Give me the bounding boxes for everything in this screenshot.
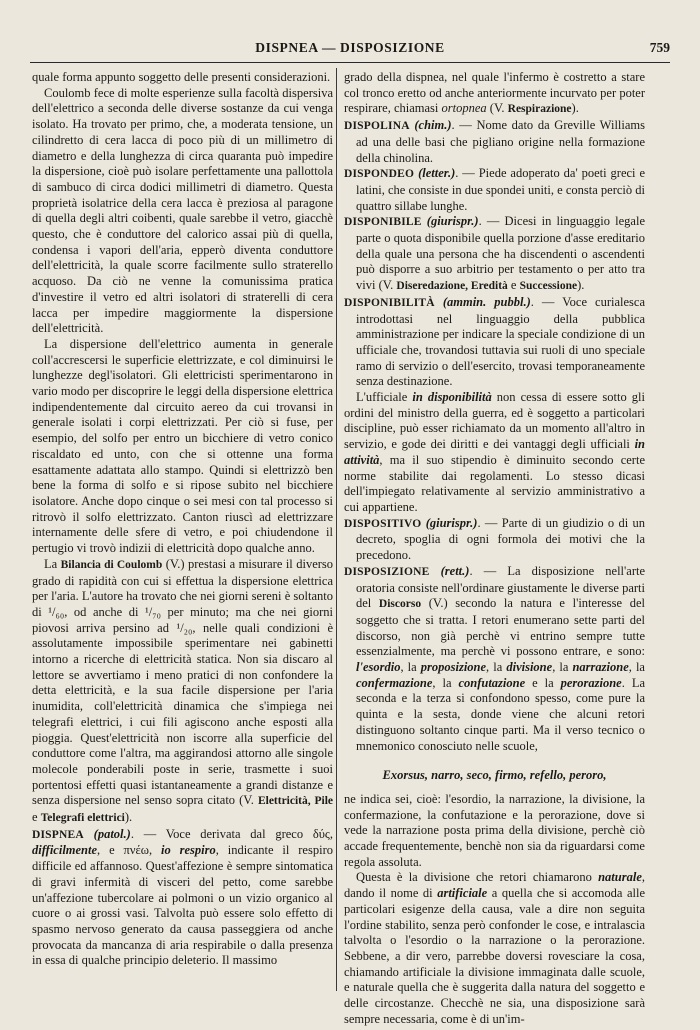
text: . — Voce derivata dal greco δύς, [130,826,333,841]
text: . — Piede adoperato da' poeti greci e latini, che consiste in due spondei uniti, e consta perciò di quattro sillabe lunghe. [356,166,646,213]
text: , la [486,660,507,675]
subject-label: (rett.) [440,563,470,578]
subject-label: (letter.) [418,166,456,181]
running-title: DISPNEA — DISPOSIZIONE [255,40,445,55]
text: Questa è la divisione che retori chiamarono [356,870,599,885]
text: , dando il nome di [344,870,645,901]
text: . — Dicesi in linguaggio legale parte o quota disponibile quella porzione d'asse ereditario della quale una persona che ha discendenti o ascendenti può disporre a suo arbitrio per testamento o per atto tra vivi (V. [356,214,645,293]
text: a quella che si accomoda alle particolari esigenze della causa, vale a dire non seguita l'ordine stabilito, senza però confonder le cose, e intralascia talvolta o l'esordio o la narrazione o la perorazione. Sebbene, a dir vero, parrebbe doversi rovesciare la cosa, chiamando artificiale la divisione immaginata dalle scuole, e naturale quella che è suggerita dalla natura del soggetto e delle circostanze. Checchè ne sia, una disposizione sarà sempre necessaria, come è di un'im- [344,886,645,1026]
text: , e πνέω, [97,843,161,858]
text: e la [525,675,561,690]
headword: DISPOLINA [344,120,410,133]
entry-dispositivo [344,516,645,564]
text: . — Voce curialesca introdottasi nel linguaggio della pubblica amministrazione per indicare la speciale condizione di un ufficiale che, trovandosi tuttavia sui ruoli di uno speciale ramo di servizio o dell'esercito, trovasi temporaneamente senza destinazione. [356,294,646,389]
cross-reference: Bilancia di Coulomb [60,558,163,571]
text: (V.) prestasi a misurare il diverso grado di rapidità con cui si effettua la dispersione elettrica per l'aria. L'autore ha trovato che nei giorni sereni è soltanto di ¹/₆₀, od anche di ¹/₇₀ per minuto; ma che nei giorni piovosi arriva persino ad ¹/₂₀, nelle quali condizioni è assolutamente impossibile sperimentare nei gabinetti intorno a ricerche di elettricità statica. Non sia discaro al lettore se avvertiamo i meno pratici di non confondere la detta elettricità, e la sua facile dispersione per l'aria inumidita, coll'elettricità dinamica che s'impiega nei telegrafi elettrici, i cui fili agiscono anche esposti alla pioggia. Quest'elettricità non iscorre alla superficie del conduttore come l'altra, ma aggirandosi attorno alle singole molecole ponderabili poste in serie, trasmette i suoi portentosi effetti quasi istantaneamente a grandi distanze e senza dispersione nel senso sopra citato (V. [32,556,334,808]
text: , la [400,660,421,675]
page-number: 759 [649,40,670,55]
text: ). [124,810,133,825]
headword: DISPOSITIVO [344,517,422,530]
text: , la [432,675,459,690]
italic-text: difficilmente [32,843,98,858]
text: . — Nome dato da Greville Williams ad una delle basi che pigliano origine nella formazione della chinolina. [356,118,645,165]
italic-text: in attività [344,437,645,467]
text: non cessa di essere sotto gli ordini del ministro della guerra, ed è soggetto a particolari discipline, può esser richiamato da un momento all'altro in servizio, e gode dei diritti e dei vantaggi degli ufficiali [344,390,645,452]
text: e [32,810,41,825]
entry-dispondeo [344,166,645,214]
entry-disposizione [344,564,645,754]
text: . — Parte di un giudizio o di un decreto, spoglia di ogni formola dei motivi che la precedono. [356,515,645,563]
cross-reference: Discorso [378,598,422,611]
italic-text: proposizione [420,660,487,675]
text: . — La disposizione nell'arte oratoria consiste nell'ordinare giustamente le diverse parti del [356,563,646,611]
paragraph [344,390,645,516]
italic-text: divisione [506,660,553,675]
paragraph: Coulomb fece di molte esperienze sulla facoltà dispersiva dell'elettrico a seconda delle diverse sostanze da cui venga isolato. Ha trovato per primo, che, a moderata tensione, un cilindretto di cera lacca di poco più di un millimetro di diametro e della lunghezza di circa quaranta può impedire la dispersione, cioè può isolare perfettamente una pallottola di sambuco di circa dodici millimetri di diametro. Questa proprietà isolatrice della cera lacca è preziosa al paragone di quella degli altri coibenti, quale sarebbe il vetro, giacchè questo, che è conduttore del calorico assai più di quella, condensa i vapori dell'aria, epperò diventa conduttore dell'elettricità, la quale scorre facilmente sullo straterello acquoso. Da ciò ne venne la comunissima pratica d'investire il vetro ed altri isolatori di straterelli di cera lacca per impedire maggiormente la dispersione dell'elettricità. [32,85,333,336]
text: ). [577,278,585,293]
text: , la [552,660,573,675]
headword: DISPOSIZIONE [344,565,430,578]
cross-reference: Respirazione [507,103,572,116]
cross-reference: Diseredazione, Eredità [396,280,508,293]
italic-text: narrazione [572,660,629,675]
paragraph [344,870,645,1027]
column-divider [336,68,337,991]
text: , la [628,660,645,675]
entry-disponibile [344,214,645,295]
headword: DISPONDEO [344,168,415,181]
italic-text: confutazione [458,675,526,690]
paragraph: La dispersione dell'elettrico aumenta in generale coll'accrescersi le superficie elettrizzate, e col diminuirsi le lunghezze degl'isolatori. Gli elettricisti sperimentarono in vario modo per discoprire le leggi della dispersione elettrica indipendentemente dal circuito aereo da cui trovansi in generale isolati i corpi elettrizzati. Per ciò si fuse, per esempio, del solfo per entro un bicchiere di vetro conico riscaldato ed unto, con che si ottenne una forma esattamente adattata allo stampo. Quindi si elettrizzò ben bene la forma di solfo e si ripose subito nel bicchiere isolatore. Anche dopo cinque o sei mesi con tal processo si ritrovò il solfo elettrizzato. Canton riuscì ad elettrizzare internamente delle sfere di vetro, e poi chiudendone il pertugio vi trovò indizii di elettricità dopo qualche anno. [32,336,333,556]
paragraph-bilancia [32,557,333,827]
subject-label: (ammin. pubbl.) [442,294,531,309]
subject-label: (giurispr.) [426,214,479,229]
entry-dispolina [344,118,645,166]
text: (V.) secondo la natura e l'interesse del soggetto che si tratta. I retori enumerano sette parti del discorso, non già perchè vi entrino sempre tutte essenzialmente, ma perchè vi possono entrare, e sono: [356,596,645,659]
paragraph: quale forma appunto soggetto delle presenti considerazioni. [32,70,331,84]
entry-disponibilita [344,295,645,390]
cross-reference: Successione [519,280,578,293]
italic-text: artificiale [437,886,488,901]
text: grado della dispnea, nel quale l'infermo è costretto a stare col tronco eretto od anche anteriormente incurvato per poter respirare, chiamasi [344,70,645,116]
italic-text: io respiro [160,843,216,858]
subject-label: (giurispr.) [425,515,478,530]
text: , ma il suo stipendio è diminuito secondo certe norme stabilite dai regolamenti. Lo stesso dicasi dell'impiegato relativamente al servizio amministrativo a cui appartiene. [344,452,645,514]
right-column [344,70,645,1027]
subject-label: (chim.) [414,118,452,133]
text: ). [571,101,579,116]
left-column [32,70,333,969]
paragraph: ne indica sei, cioè: l'esordio, la narrazione, la divisione, la confermazione, la confutazione e la perorazione, dove si vede la narrazione posta prima della divisione, perchè ciò accade frequentemente, benchè non sia da riguardarsi come regola assoluta. [344,791,645,869]
headword: DISPNEA [32,828,84,841]
latin-verse: Exorsus, narro, seco, firmo, refello, peroro, [382,768,607,783]
subject-label: (patol.) [93,826,131,841]
cross-reference: Telegrafi elettrici [40,812,125,825]
cross-reference: Elettricità, Pile [257,795,333,808]
italic-text: ortopnea [441,101,487,116]
text: L'ufficiale [356,390,413,405]
text: . La seconda e la terza si confondono spesso, come pure la quinta e la sesta, donde viene che alcuni retori distinguono soltanto cinque parti. Ma il verso tecnico o mnemonico conosciuto nelle scuole, [356,675,646,753]
italic-text: in disponibilità [412,390,492,405]
text: (V. [486,101,508,116]
italic-text: naturale [598,870,642,885]
text: e [507,278,520,293]
headword: DISPONIBILITÀ [344,296,435,309]
headword: DISPONIBILE [344,216,422,229]
italic-text: confermazione [356,675,433,690]
italic-text: l'esordio [356,660,401,675]
entry-dispnea [32,827,333,969]
paragraph [344,70,645,118]
italic-text: perorazione [560,675,622,690]
text: , indicante il respiro difficile ed affannoso. Quest'affezione è sempre sintomatica di gravi infermità di visceri del petto, come sarebbe un'affezione tubercolare ai polmoni o un vizio organico al cuore o ai grossi vasi. Talvolta può essere solo effetto di spasmo nervoso generato da causa passeggiera od anche provocata da mancanza di aria respirabile o dalla presenza in essa di qualche principio deleterio. Il massimo [32,843,333,968]
text: La [44,556,61,571]
running-header [30,40,670,63]
